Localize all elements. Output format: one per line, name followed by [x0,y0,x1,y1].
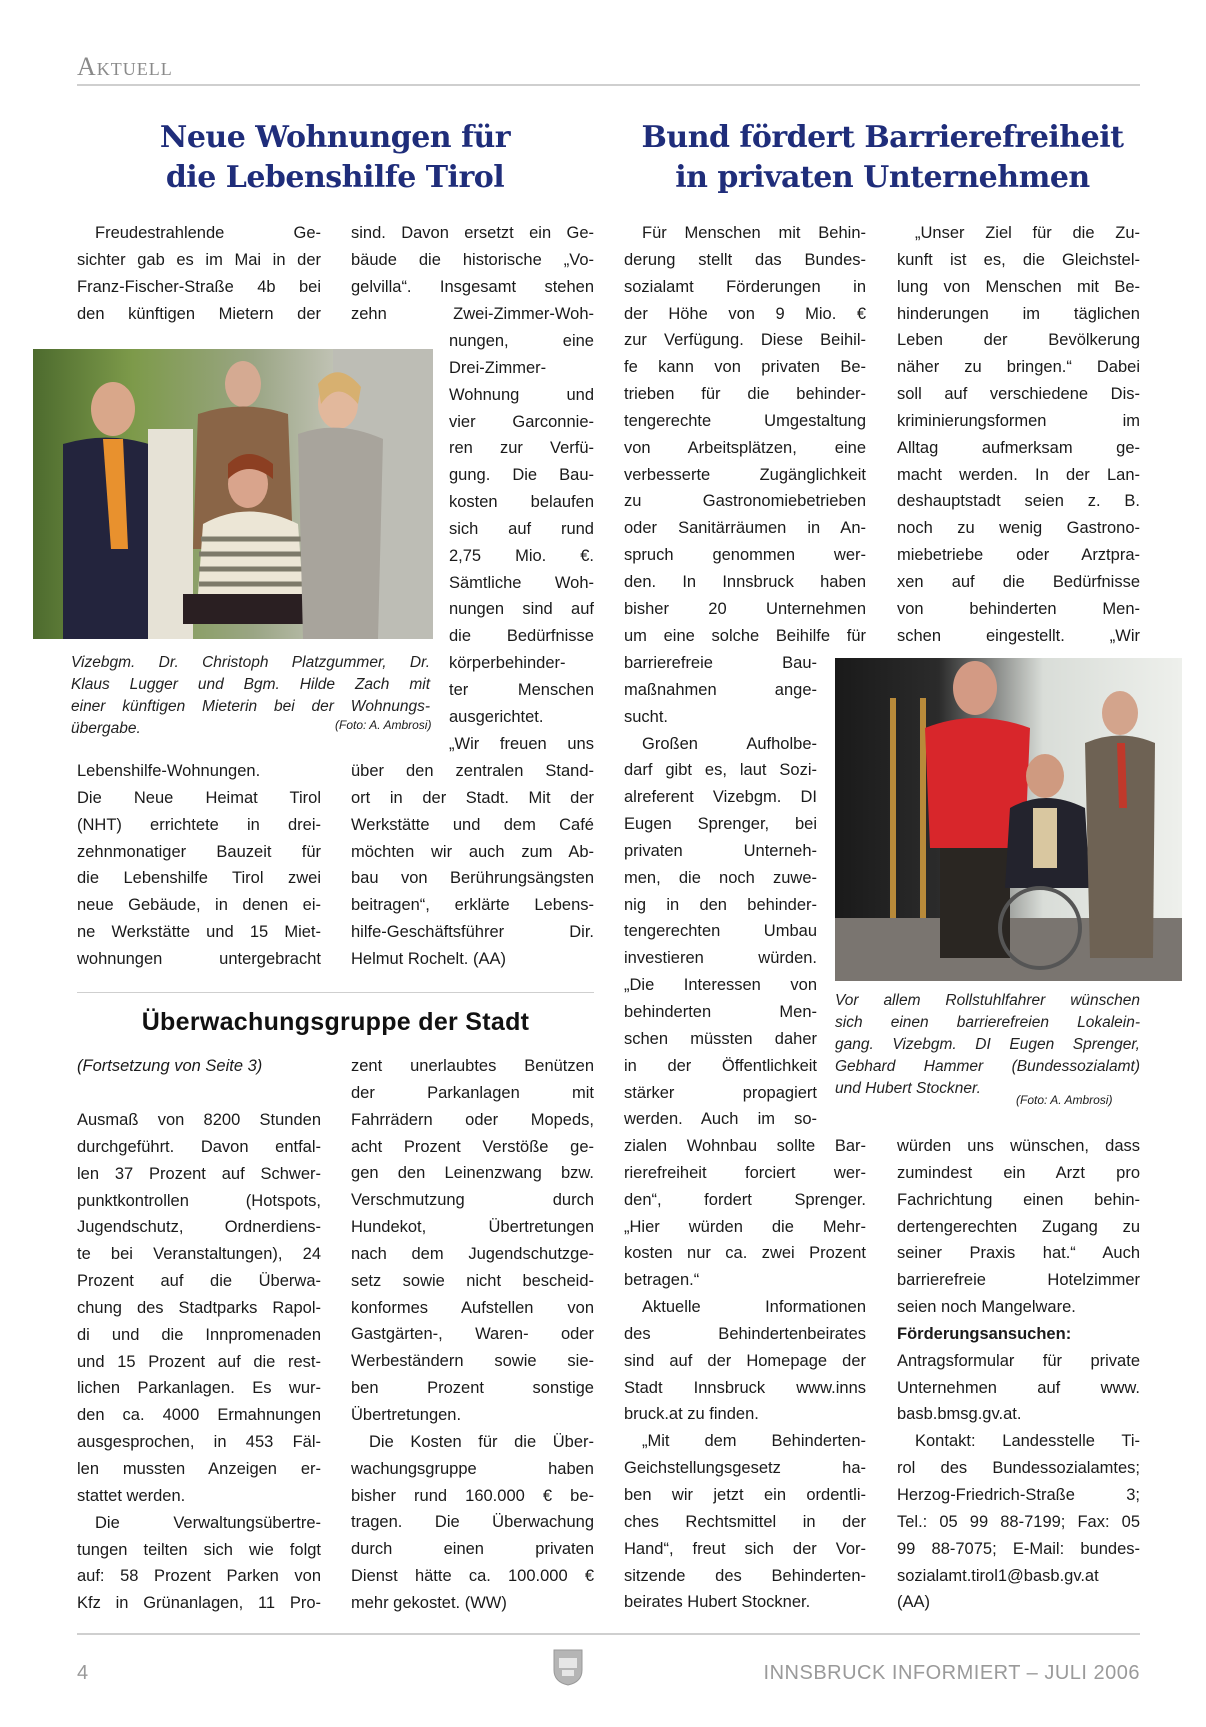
text-line: „Die Interessen von [624,976,817,995]
text-line: behinderten Men- [624,1002,817,1021]
text-line: „Unser Ziel für die Zu- [915,224,1140,242]
text-line: zehnmonatiger Bauzeit für [77,842,321,861]
text-line: trieben für die behinder- [624,385,866,404]
section-label: Aktuell [77,52,173,81]
text-line: bisher 20 Unternehmen [624,599,866,618]
text-line: Kfz in Grünanlagen, 11 Pro- [77,1594,321,1613]
page-number: 4 [77,1662,89,1684]
text-line: verbesserte Zugänglichkeit [624,465,866,484]
text-line: basb.bmsg.gv.at. [897,1405,1022,1424]
people-photo-illustration [835,658,1182,981]
text-line: sozialamt.tirol1@basb.gv.at [897,1566,1099,1585]
text-line: seiner Praxis hat.“ Auch [897,1244,1140,1263]
text-line: ches Rechtsmittel in der [624,1512,866,1531]
text-line: sich auf rund [449,519,594,538]
text-line: barrierefreie Bau- [624,654,817,672]
text-line: gelvilla“. Insgesamt stehen [351,277,594,296]
text-line: sucht. [624,707,669,726]
text-line: beirates Hubert Stockner. [624,1593,811,1612]
text-line: die Bedürfnisse [449,627,594,646]
text-line: Förderungsansuchen: [897,1324,1072,1343]
article1-col1-bottom [77,758,321,973]
text-line: Die Kosten für die Über- [369,1432,594,1451]
text-line: von behinderten Men- [897,599,1140,618]
text-line: tengerechte Umgestaltung [624,411,866,430]
caption-line: Klaus Lugger und Bgm. Hilde Zach mit [71,676,430,693]
text-line: hilfe-Geschäftsführer Dir. [351,923,594,942]
text-line: ausgerichtet. [449,707,544,726]
text-line: Übertretungen. [351,1405,462,1424]
text-line: um eine solche Beihilfe für [624,626,866,645]
text-line: (AA) [897,1593,930,1612]
text-line: des Behindertenbeirates [624,1324,866,1343]
photo-caption-barrierefreiheit [835,990,1140,1100]
text-line: Leben der Bevölkerung [897,331,1140,350]
text-line: gung. Die Bau- [449,466,594,485]
text-line: neue Gebäude, in denen ei- [77,896,321,915]
text-line: 2,75 Mio. €. [449,546,594,565]
text-line: körperbehinder- [449,654,566,673]
section-divider [77,992,594,993]
text-line: den ca. 4000 Ermahnungen [77,1406,321,1425]
text-line: tengerechten Umbau [624,922,817,941]
headline-line: Neue Wohnungen für [159,120,511,155]
text-line: kosten belaufen [449,493,594,512]
text-line: würden uns wünschen, dass [897,1137,1140,1155]
text-line: Großen Aufholbe- [642,734,817,753]
text-line: Fahrrädern oder Mopeds, [351,1110,594,1129]
text-line: durchgeführt. Davon entfal- [77,1137,321,1156]
text-line: darf gibt es, laut Sozi- [624,761,817,780]
text-line: Helmut Rochelt. (AA) [351,949,506,968]
text-line: noch zu wenig Gastrono- [897,519,1140,538]
text-line: stattet werden. [77,1486,186,1505]
text-line: kosten nur ca. zwei Prozent [624,1244,866,1263]
text-line: lung von Menschen mit Be- [897,277,1140,296]
text-line: nig in den behinder- [624,895,817,914]
text-line: Aktuelle Informationen [642,1298,866,1317]
text-line: wachungsgruppe haben [351,1459,594,1478]
text-line: Fachrichtung einen behin- [897,1190,1140,1209]
people-photo-illustration [33,349,433,639]
text-line: derung stellt das Bundes- [624,250,866,269]
text-line: vier Garconnie- [449,412,594,431]
text-line: fe kann von privaten Be- [624,358,866,377]
text-line: Franz-Fischer-Straße 4b bei [77,277,321,296]
headline-line: die Lebenshilfe Tirol [165,160,505,195]
text-line: wohnungen untergebracht [77,949,321,968]
caption-line: Vizebgm. Dr. Christoph Platzgummer, Dr. [71,654,430,671]
article3-col2 [351,1053,594,1617]
text-line: den. In Innsbruck haben [624,572,866,591]
photo-credit: (Foto: A. Ambrosi) [1016,1093,1113,1107]
text-line: men, die noch zuwe- [624,868,817,887]
text-line: len 37 Prozent auf Schwer- [77,1164,321,1183]
text-line: zehn Zwei-Zimmer-Woh- [351,304,594,323]
headline-line: in privaten Unternehmen [675,160,1090,195]
text-line: Freudestrahlende Ge- [95,224,321,242]
text-line: di und die Innpromenaden [77,1325,321,1344]
text-line: barrierefreie Hotelzimmer [897,1271,1140,1290]
text-line: „Wir freuen uns [449,734,594,753]
text-line: Sämtliche Woh- [449,573,594,592]
text-line: Geichstellungsgesetz ha- [624,1459,866,1478]
caption-line: gang. Vizebgm. DI Eugen Sprenger, [835,1036,1140,1053]
text-line: Jugendschutz, Ordnerdiens- [77,1218,321,1237]
text-line: schen eingestellt. „Wir [897,626,1140,645]
caption-line: und Hubert Stockner. [835,1080,981,1097]
photo-lebenshilfe [33,349,433,639]
text-line: maßnahmen ange- [624,680,817,699]
text-line: spruch genommen wer- [624,546,866,565]
text-line: Stadt Innsbruck www.inns [624,1378,866,1397]
caption-line: übergabe. [71,720,141,737]
text-line: sind. Davon ersetzt ein Ge- [351,224,594,242]
text-line: Für Menschen mit Behin- [642,224,866,242]
text-line: durch einen privaten [351,1540,594,1559]
text-line: bäude die historische „Vo- [351,250,594,269]
photo-barrierefreiheit [835,658,1182,981]
text-line: zumindest ein Arzt pro [897,1163,1140,1182]
text-line: Antragsformular für private [897,1351,1140,1370]
text-line: bau von Berührungsängsten [351,869,594,888]
text-line: (NHT) errichtete in drei- [77,815,321,834]
text-line: „Mit dem Behinderten- [642,1432,866,1451]
text-line: len mussten Anzeigen er- [77,1459,321,1478]
text-line: miebetriebe oder Arztpra- [897,546,1140,565]
text-line: ren zur Verfü- [449,439,594,458]
text-line: sozialamt Förderungen in [624,277,866,296]
headline-line: Bund fördert Barrierefreiheit [641,120,1124,155]
text-line: bruck.at zu finden. [624,1405,759,1424]
text-line: te bei Veranstaltungen), 24 [77,1245,321,1264]
text-line: konformes Aufstellen von [351,1298,594,1317]
text-line: ben wir jetzt ein ordentli- [624,1485,866,1504]
text-line: Kontakt: Landesstelle Ti- [915,1432,1140,1451]
text-line: schen müssten daher [624,1029,817,1048]
text-line: Werkstätte und dem Café [351,815,594,834]
continuation-note: (Fortsetzung von Seite 3) [77,1057,263,1075]
text-line: ben Prozent sonstige [351,1379,594,1398]
footer-rule [77,1633,1140,1635]
text-line: investieren würden. [624,949,817,968]
text-line: nach dem Jugendschutzge- [351,1244,594,1263]
text-line: stärker propagiert [624,1083,817,1102]
text-line: Verschmutzung durch [351,1191,594,1210]
text-line: ausgesprochen, in 453 Fäl- [77,1433,321,1452]
text-line: Eugen Sprenger, bei [624,815,817,834]
text-line: auf: 58 Prozent Parken von [77,1567,321,1586]
text-line: oder Sanitärräumen in An- [624,519,866,538]
text-line: beitragen“, erklärte Lebens- [351,896,594,915]
caption-line: sich einen barrierefreien Lokalein- [835,1014,1140,1031]
text-line: hinderungen im täglichen [897,304,1140,323]
text-line: sitzende des Behinderten- [624,1566,866,1585]
text-line: xen auf die Bedürfnisse [897,572,1140,591]
text-line: punktkontrollen (Hotspots, [77,1191,321,1210]
text-line: sind auf der Homepage der [624,1351,866,1370]
text-line: kunft ist es, die Gleichstel- [897,250,1140,269]
text-line: Drei-Zimmer- [449,358,547,377]
article2-col3-narrow [624,650,817,1133]
text-line: deshauptstadt seien z. B. [897,492,1140,511]
text-line: werden. Auch im so- [624,1110,817,1129]
text-line: Alltag aufmerksam ge- [897,438,1140,457]
text-line: rol des Bundessozialamtes; [897,1459,1140,1478]
text-line: der Höhe von 9 Mio. € [624,304,866,323]
header-rule [77,84,1140,86]
text-line: möchten wir auch zum Ab- [351,842,594,861]
text-line: Die Verwaltungsübertre- [95,1513,321,1532]
text-line: ter Menschen [449,680,594,699]
text-line: 99 88-7075; E-Mail: bundes- [897,1539,1140,1558]
text-line: sichter gab es im Mai in der [77,250,321,269]
text-line: Unternehmen auf www. [897,1378,1140,1397]
text-line: rierefreiheit forciert wer- [624,1163,866,1182]
text-line: zur Verfügung. Diese Beihil- [624,331,866,350]
caption-line: einer künftigen Mieterin bei der Wohnungs- [71,698,430,715]
text-line: in der Öffentlichkeit [624,1056,817,1075]
article3-headline: Überwachungsgruppe der Stadt [141,1008,530,1036]
text-line: der Parkanlagen mit [351,1083,594,1102]
text-line: „Hier würden die Mehr- [624,1217,866,1236]
article2-headline [610,118,1155,198]
text-line: Gastgärten-, Waren- oder [351,1325,594,1344]
text-line: den“, fordert Sprenger. [624,1190,866,1209]
text-line: ort in der Stadt. Mit der [351,788,594,807]
text-line: die Lebenshilfe Tirol zwei [77,869,321,888]
text-line: Herzog-Friedrich-Straße 3; [897,1485,1140,1504]
text-line: kriminierungsformen im [897,411,1140,430]
article1-col1-top [77,220,321,327]
text-line: Tel.: 05 99 88-7199; Fax: 05 [897,1512,1140,1531]
article1-col2-top [351,220,594,327]
text-line: Hundekot, Übertretungen [351,1218,594,1237]
text-line: bisher rund 160.000 € be- [351,1486,594,1505]
text-line: acht Prozent Verstöße ge- [351,1137,594,1156]
text-line: zialen Wohnbau sollte Bar- [624,1137,866,1155]
text-line: tragen. Die Überwachung [351,1513,594,1532]
text-line: Dienst hätte ca. 100.000 € [351,1567,594,1586]
photo-credit: (Foto: A. Ambrosi) [335,718,432,732]
text-line: setz sowie nicht bescheid- [351,1271,594,1290]
text-line: Wohnung und [449,385,594,404]
article1-headline [120,118,550,198]
article1-col2-bottom [351,758,594,973]
text-line: betragen.“ [624,1271,700,1290]
publication-footer: INNSBRUCK INFORMIERT – JULI 2006 [763,1662,1140,1684]
text-line: ne Werkstätte und 15 Miet- [77,923,321,942]
text-line: über den zentralen Stand- [351,762,594,780]
text-line: näher zu bringen.“ Dabei [897,358,1140,377]
text-line: nungen sind auf [449,600,594,619]
article2-col4-bottom [897,1133,1140,1616]
text-line: mehr gekostet. (WW) [351,1593,507,1612]
text-line: Prozent auf die Überwa- [77,1272,321,1291]
text-line: macht werden. In der Lan- [897,465,1140,484]
article1-col2-narrow [449,328,594,758]
text-line: von Arbeitsplätzen, eine [624,438,866,457]
text-line: gen den Leinenzwang bzw. [351,1164,594,1183]
text-line: zu Gastronomiebetrieben [624,492,866,511]
text-line: nungen, eine [449,332,594,350]
caption-line: Vor allem Rollstuhlfahrer wünschen [835,992,1140,1009]
text-line: chung des Stadtparks Rapol- [77,1298,321,1317]
text-line: alreferent Vizebgm. DI [624,788,817,807]
article3-col1 [77,1107,321,1617]
text-line: Werbeständern sowie sie- [351,1352,594,1371]
text-line: tungen teilten sich wie folgt [77,1540,321,1559]
text-line: Hand“, freut sich der Vor- [624,1539,866,1558]
text-line: Ausmaß von 8200 Stunden [77,1111,321,1129]
article2-col3-bottom [624,1133,866,1616]
caption-line: Gebhard Hammer (Bundessozialamt) [835,1058,1140,1075]
article2-col3-top [624,220,866,650]
text-line: privaten Unterneh- [624,841,817,860]
city-crest-icon [553,1648,583,1686]
article2-col4-top [897,220,1140,650]
text-line: lichen Parkanlagen. Es wur- [77,1379,321,1398]
text-line: soll auf verschiedene Dis- [897,385,1140,404]
text-line: dertengerechten Zugang zu [897,1217,1140,1236]
text-line: zent unerlaubtes Benützen [351,1057,594,1075]
text-line: Lebenshilfe-Wohnungen. [77,762,261,780]
text-line: Die Neue Heimat Tirol [77,788,321,807]
text-line: den künftigen Mietern der [77,304,321,323]
text-line: und 15 Prozent auf die rest- [77,1352,321,1371]
text-line: seien noch Mangelware. [897,1298,1076,1317]
